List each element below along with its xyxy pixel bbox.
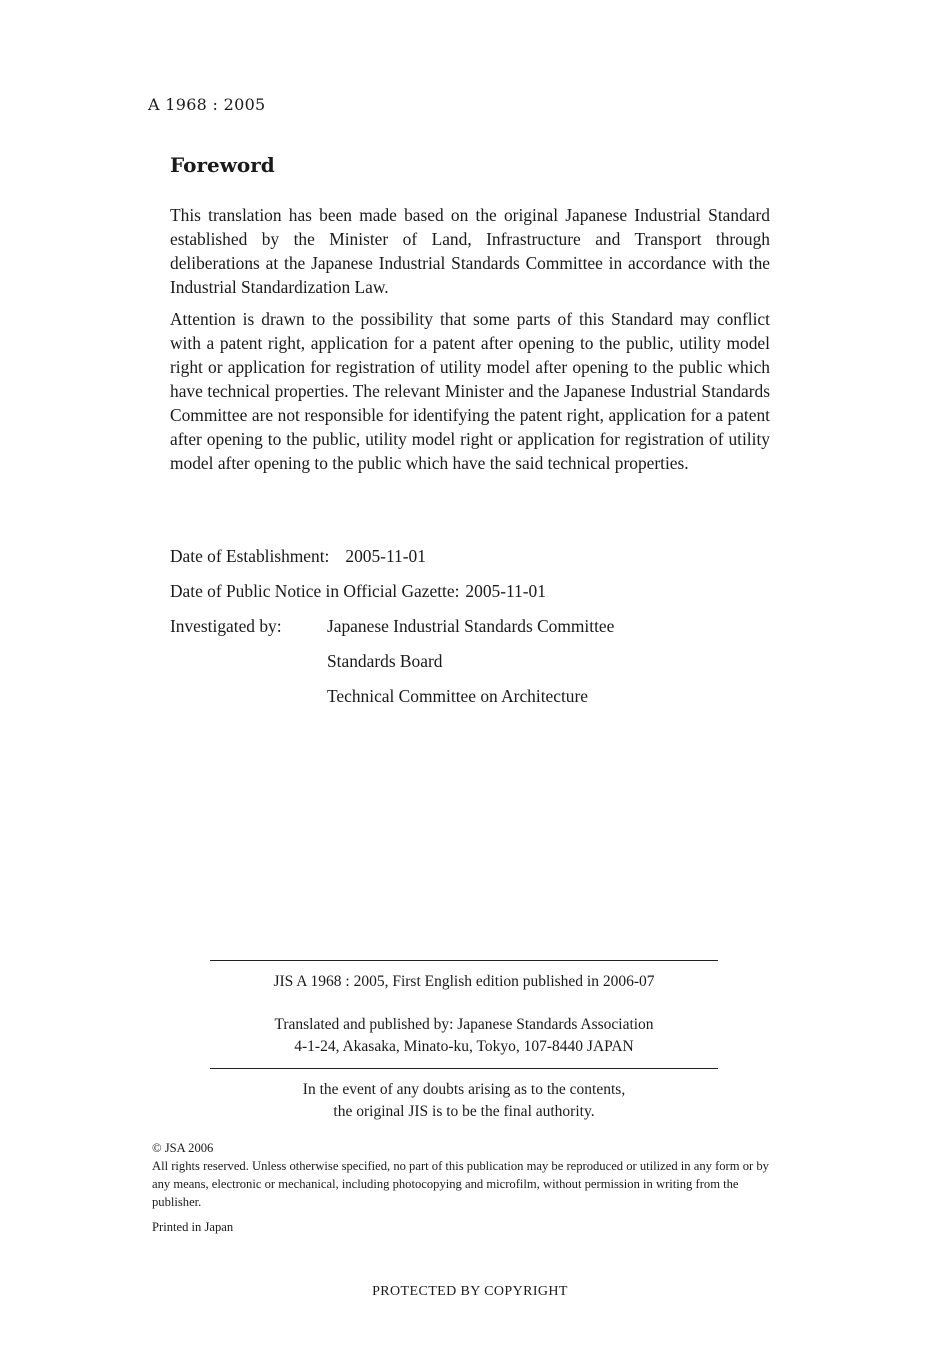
gazette-label: Date of Public Notice in Official Gazette: (170, 581, 460, 601)
foreword-paragraph-1: This translation has been made based on the original Japanese Industrial Standard established by the Minister of Land, Infrastructure and Transport through deliberations at the Japanese Industrial Standards Committee in accordance with the Industrial Standardization Law. (170, 205, 770, 297)
establishment-value: 2005-11-01 (345, 546, 426, 566)
divider-top (210, 960, 718, 961)
investigated-committee: Japanese Industrial Standards Committee (327, 616, 615, 636)
authority-line-1: In the event of any doubts arising as to the contents, (302, 1081, 626, 1098)
investigated-technical-committee: Technical Committee on Architecture (327, 686, 588, 706)
publisher-address: 4-1-24, Akasaka, Minato-ku, Tokyo, 107-8440 JAPAN (294, 1038, 634, 1055)
rights-statement: All rights reserved. Unless otherwise specified, no part of this publication may be reproduced or utilized in any form or by any means, electronic or mechanical, including photocopying and microfilm, without permission in writing from the publisher. (152, 1159, 769, 1209)
foreword-paragraph-2: Attention is drawn to the possibility that some parts of this Standard may conflict with a patent right, application for a patent after opening to the public, utility model right or application for registration of utility model after opening to the public which have technical properties. The relevant Minister and the Japanese Industrial Standards Committee are not responsible for identifying the patent right, application for a patent after opening to the public, utility model right or application for registration of utility model after opening to the public which have the said technical properties. (170, 309, 770, 473)
authority-line-2: the original JIS is to be the final authority. (333, 1103, 595, 1120)
printed-in: Printed in Japan (152, 1220, 234, 1234)
establishment-date-line (170, 546, 426, 567)
divider-bottom (210, 1068, 718, 1069)
investigated-line (170, 616, 615, 637)
page-reference: A 1968 : 2005 (148, 95, 266, 114)
establishment-label: Date of Establishment: (170, 546, 330, 566)
copyright-footer: PROTECTED BY COPYRIGHT (372, 1284, 568, 1299)
publisher-line: Translated and published by: Japanese Standards Association (274, 1016, 654, 1033)
foreword-title: Foreword (170, 153, 275, 177)
edition-line: JIS A 1968 : 2005, First English edition published in 2006-07 (273, 973, 655, 990)
gazette-date-line (170, 581, 546, 602)
investigated-label: Investigated by: (170, 616, 282, 636)
gazette-value: 2005-11-01 (465, 581, 546, 601)
investigated-board: Standards Board (327, 651, 443, 671)
copyright-notice: © JSA 2006 (152, 1141, 214, 1155)
